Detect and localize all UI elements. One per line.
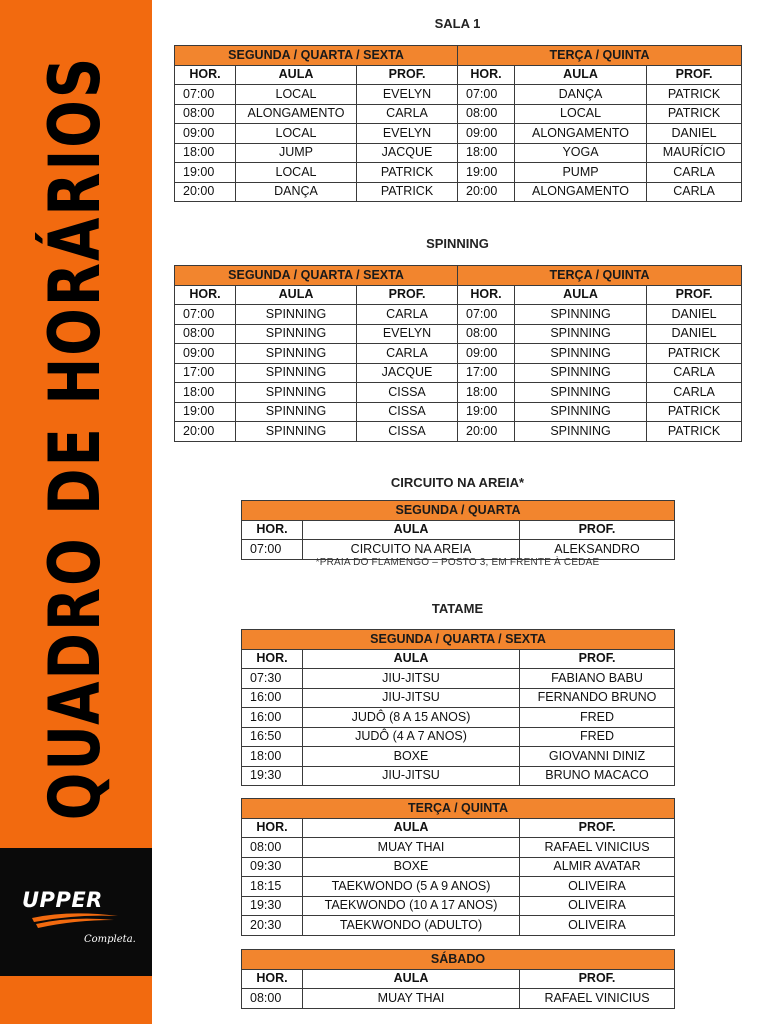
- instructor-cell: DANIEL: [647, 305, 742, 325]
- table-row: [175, 344, 742, 364]
- table-row: [175, 104, 742, 124]
- day-header: TERÇA / QUINTA: [242, 799, 675, 819]
- time-cell: 20:00: [458, 422, 515, 442]
- time-cell: 07:00: [175, 85, 236, 105]
- class-cell: LOCAL: [236, 85, 357, 105]
- class-cell: SPINNING: [236, 383, 357, 403]
- instructor-cell: CISSA: [357, 422, 458, 442]
- sabado-table: [241, 949, 675, 1009]
- class-cell: LOCAL: [236, 163, 357, 183]
- col-header-prof: PROF.: [647, 285, 742, 305]
- time-cell: 08:00: [458, 324, 515, 344]
- table-row: [175, 182, 742, 202]
- vertical-title: QUADRO DE HORÁRIOS: [35, 55, 117, 821]
- instructor-cell: OLIVEIRA: [520, 916, 675, 936]
- class-cell: DANÇA: [515, 85, 647, 105]
- time-cell: 07:00: [458, 85, 515, 105]
- class-cell: SPINNING: [515, 383, 647, 403]
- instructor-cell: PATRICK: [647, 344, 742, 364]
- table-row: [242, 877, 675, 897]
- instructor-cell: CARLA: [357, 344, 458, 364]
- class-cell: BOXE: [303, 857, 520, 877]
- col-header-prof: PROF.: [357, 65, 458, 85]
- class-cell: SPINNING: [236, 422, 357, 442]
- col-header-prof: PROF.: [647, 65, 742, 85]
- time-cell: 19:00: [458, 163, 515, 183]
- instructor-cell: RAFAEL VINICIUS: [520, 838, 675, 858]
- col-header-aula: AULA: [515, 285, 647, 305]
- time-cell: 18:00: [458, 143, 515, 163]
- col-header-hor: HOR.: [242, 969, 303, 989]
- table-row: [175, 324, 742, 344]
- class-cell: MUAY THAI: [303, 838, 520, 858]
- class-cell: SPINNING: [515, 305, 647, 325]
- instructor-cell: EVELYN: [357, 124, 458, 144]
- day-header: SEGUNDA / QUARTA / SEXTA: [242, 630, 675, 650]
- time-cell: 19:00: [175, 163, 236, 183]
- col-header-aula: AULA: [236, 65, 357, 85]
- instructor-cell: PATRICK: [647, 422, 742, 442]
- instructor-cell: FRED: [520, 727, 675, 747]
- class-cell: LOCAL: [236, 124, 357, 144]
- brand-tagline: Completa.: [84, 934, 136, 945]
- instructor-cell: PATRICK: [647, 85, 742, 105]
- class-cell: TAEKWONDO (5 A 9 ANOS): [303, 877, 520, 897]
- time-cell: 07:00: [458, 305, 515, 325]
- table-row: [242, 766, 675, 786]
- time-cell: 07:30: [242, 669, 303, 689]
- time-cell: 18:00: [458, 383, 515, 403]
- col-header-prof: PROF.: [520, 649, 675, 669]
- instructor-cell: CARLA: [647, 163, 742, 183]
- instructor-cell: CARLA: [647, 182, 742, 202]
- class-cell: ALONGAMENTO: [236, 104, 357, 124]
- col-header-aula: AULA: [236, 285, 357, 305]
- instructor-cell: EVELYN: [357, 324, 458, 344]
- class-cell: SPINNING: [236, 402, 357, 422]
- table-row: [242, 708, 675, 728]
- class-cell: SPINNING: [515, 402, 647, 422]
- table-row: [175, 124, 742, 144]
- class-cell: SPINNING: [236, 363, 357, 383]
- class-cell: JUDÔ (8 A 15 ANOS): [303, 708, 520, 728]
- class-cell: PUMP: [515, 163, 647, 183]
- instructor-cell: BRUNO MACACO: [520, 766, 675, 786]
- instructor-cell: FABIANO BABU: [520, 669, 675, 689]
- class-cell: SPINNING: [515, 344, 647, 364]
- instructor-cell: CISSA: [357, 402, 458, 422]
- time-cell: 09:00: [175, 344, 236, 364]
- table-row: [242, 896, 675, 916]
- instructor-cell: PATRICK: [357, 163, 458, 183]
- instructor-cell: CARLA: [647, 363, 742, 383]
- time-cell: 19:00: [175, 402, 236, 422]
- col-header-prof: PROF.: [520, 520, 675, 540]
- section-title-tatame: TATAME: [431, 601, 484, 616]
- day-header: SÁBADO: [242, 950, 675, 970]
- col-header-prof: PROF.: [357, 285, 458, 305]
- time-cell: 19:30: [242, 896, 303, 916]
- time-cell: 20:00: [175, 422, 236, 442]
- time-cell: 07:00: [242, 540, 303, 560]
- upper-logo: [0, 848, 152, 976]
- instructor-cell: EVELYN: [357, 85, 458, 105]
- sala1-table: [174, 45, 742, 202]
- class-cell: ALONGAMENTO: [515, 124, 647, 144]
- time-cell: 16:50: [242, 727, 303, 747]
- class-cell: SPINNING: [515, 422, 647, 442]
- day-header: SEGUNDA / QUARTA / SEXTA: [175, 46, 458, 66]
- time-cell: 09:00: [175, 124, 236, 144]
- time-cell: 16:00: [242, 688, 303, 708]
- instructor-cell: JACQUE: [357, 143, 458, 163]
- table-row: [175, 163, 742, 183]
- class-cell: SPINNING: [236, 324, 357, 344]
- class-cell: DANÇA: [236, 182, 357, 202]
- table-row: [242, 669, 675, 689]
- instructor-cell: ALEKSANDRO: [520, 540, 675, 560]
- day-header: SEGUNDA / QUARTA / SEXTA: [175, 266, 458, 286]
- instructor-cell: CARLA: [357, 305, 458, 325]
- class-cell: SPINNING: [236, 344, 357, 364]
- time-cell: 09:00: [458, 124, 515, 144]
- col-header-prof: PROF.: [520, 969, 675, 989]
- class-cell: SPINNING: [515, 363, 647, 383]
- col-header-aula: AULA: [303, 649, 520, 669]
- time-cell: 18:00: [175, 143, 236, 163]
- class-cell: BOXE: [303, 747, 520, 767]
- instructor-cell: OLIVEIRA: [520, 877, 675, 897]
- instructor-cell: FERNANDO BRUNO: [520, 688, 675, 708]
- class-cell: JIU-JITSU: [303, 688, 520, 708]
- col-header-hor: HOR.: [175, 65, 236, 85]
- swoosh-icon: [30, 912, 120, 932]
- time-cell: 20:00: [458, 182, 515, 202]
- class-cell: SPINNING: [236, 305, 357, 325]
- col-header-aula: AULA: [515, 65, 647, 85]
- col-header-aula: AULA: [303, 520, 520, 540]
- class-cell: JIU-JITSU: [303, 669, 520, 689]
- instructor-cell: CARLA: [357, 104, 458, 124]
- location-note: *PRAIA DO FLAMENGO – POSTO 3, EM FRENTE À CEDAE: [315, 557, 600, 568]
- tatame-table: [241, 629, 675, 786]
- time-cell: 16:00: [242, 708, 303, 728]
- spinning-table: [174, 265, 742, 442]
- table-row: [242, 989, 675, 1009]
- class-cell: CIRCUITO NA AREIA: [303, 540, 520, 560]
- table-row: [175, 143, 742, 163]
- class-cell: YOGA: [515, 143, 647, 163]
- table-row: [175, 383, 742, 403]
- section-title-sala1: SALA 1: [434, 16, 481, 31]
- table-row: [175, 85, 742, 105]
- time-cell: 09:30: [242, 857, 303, 877]
- class-cell: SPINNING: [515, 324, 647, 344]
- table-row: [175, 305, 742, 325]
- time-cell: 08:00: [175, 324, 236, 344]
- time-cell: 20:30: [242, 916, 303, 936]
- time-cell: 20:00: [175, 182, 236, 202]
- instructor-cell: FRED: [520, 708, 675, 728]
- class-cell: LOCAL: [515, 104, 647, 124]
- table-row: [242, 688, 675, 708]
- col-header-hor: HOR.: [458, 65, 515, 85]
- table-row: [175, 422, 742, 442]
- section-title-spinning: SPINNING: [426, 236, 489, 251]
- instructor-cell: JACQUE: [357, 363, 458, 383]
- class-cell: TAEKWONDO (ADULTO): [303, 916, 520, 936]
- col-header-hor: HOR.: [242, 649, 303, 669]
- class-cell: JUMP: [236, 143, 357, 163]
- day-header: TERÇA / QUINTA: [458, 46, 742, 66]
- instructor-cell: PATRICK: [647, 402, 742, 422]
- day-header: SEGUNDA / QUARTA: [242, 501, 675, 521]
- instructor-cell: DANIEL: [647, 124, 742, 144]
- instructor-cell: DANIEL: [647, 324, 742, 344]
- instructor-cell: MAURÍCIO: [647, 143, 742, 163]
- time-cell: 08:00: [242, 989, 303, 1009]
- col-header-aula: AULA: [303, 818, 520, 838]
- col-header-aula: AULA: [303, 969, 520, 989]
- table-row: [242, 916, 675, 936]
- table-row: [242, 838, 675, 858]
- class-cell: ALONGAMENTO: [515, 182, 647, 202]
- instructor-cell: PATRICK: [357, 182, 458, 202]
- class-cell: JUDÔ (4 A 7 ANOS): [303, 727, 520, 747]
- tatame-terca-quinta-table: [241, 798, 675, 936]
- col-header-prof: PROF.: [520, 818, 675, 838]
- time-cell: 17:00: [458, 363, 515, 383]
- time-cell: 08:00: [175, 104, 236, 124]
- time-cell: 09:00: [458, 344, 515, 364]
- instructor-cell: ALMIR AVATAR: [520, 857, 675, 877]
- table-row: [242, 727, 675, 747]
- instructor-cell: CARLA: [647, 383, 742, 403]
- time-cell: 07:00: [175, 305, 236, 325]
- class-cell: JIU-JITSU: [303, 766, 520, 786]
- col-header-hor: HOR.: [175, 285, 236, 305]
- instructor-cell: RAFAEL VINICIUS: [520, 989, 675, 1009]
- section-title-circuito: CIRCUITO NA AREIA*: [390, 475, 525, 490]
- instructor-cell: PATRICK: [647, 104, 742, 124]
- day-header: TERÇA / QUINTA: [458, 266, 742, 286]
- instructor-cell: OLIVEIRA: [520, 896, 675, 916]
- class-cell: MUAY THAI: [303, 989, 520, 1009]
- circuito-table: [241, 500, 675, 560]
- col-header-hor: HOR.: [458, 285, 515, 305]
- time-cell: 17:00: [175, 363, 236, 383]
- time-cell: 18:00: [242, 747, 303, 767]
- brand-name: UPPER: [22, 888, 103, 912]
- class-cell: TAEKWONDO (10 A 17 ANOS): [303, 896, 520, 916]
- time-cell: 08:00: [458, 104, 515, 124]
- time-cell: 19:30: [242, 766, 303, 786]
- time-cell: 18:00: [175, 383, 236, 403]
- table-row: [175, 402, 742, 422]
- table-row: [175, 363, 742, 383]
- table-row: [242, 747, 675, 767]
- instructor-cell: CISSA: [357, 383, 458, 403]
- col-header-hor: HOR.: [242, 520, 303, 540]
- instructor-cell: GIOVANNI DINIZ: [520, 747, 675, 767]
- time-cell: 18:15: [242, 877, 303, 897]
- time-cell: 08:00: [242, 838, 303, 858]
- table-row: [242, 857, 675, 877]
- col-header-hor: HOR.: [242, 818, 303, 838]
- time-cell: 19:00: [458, 402, 515, 422]
